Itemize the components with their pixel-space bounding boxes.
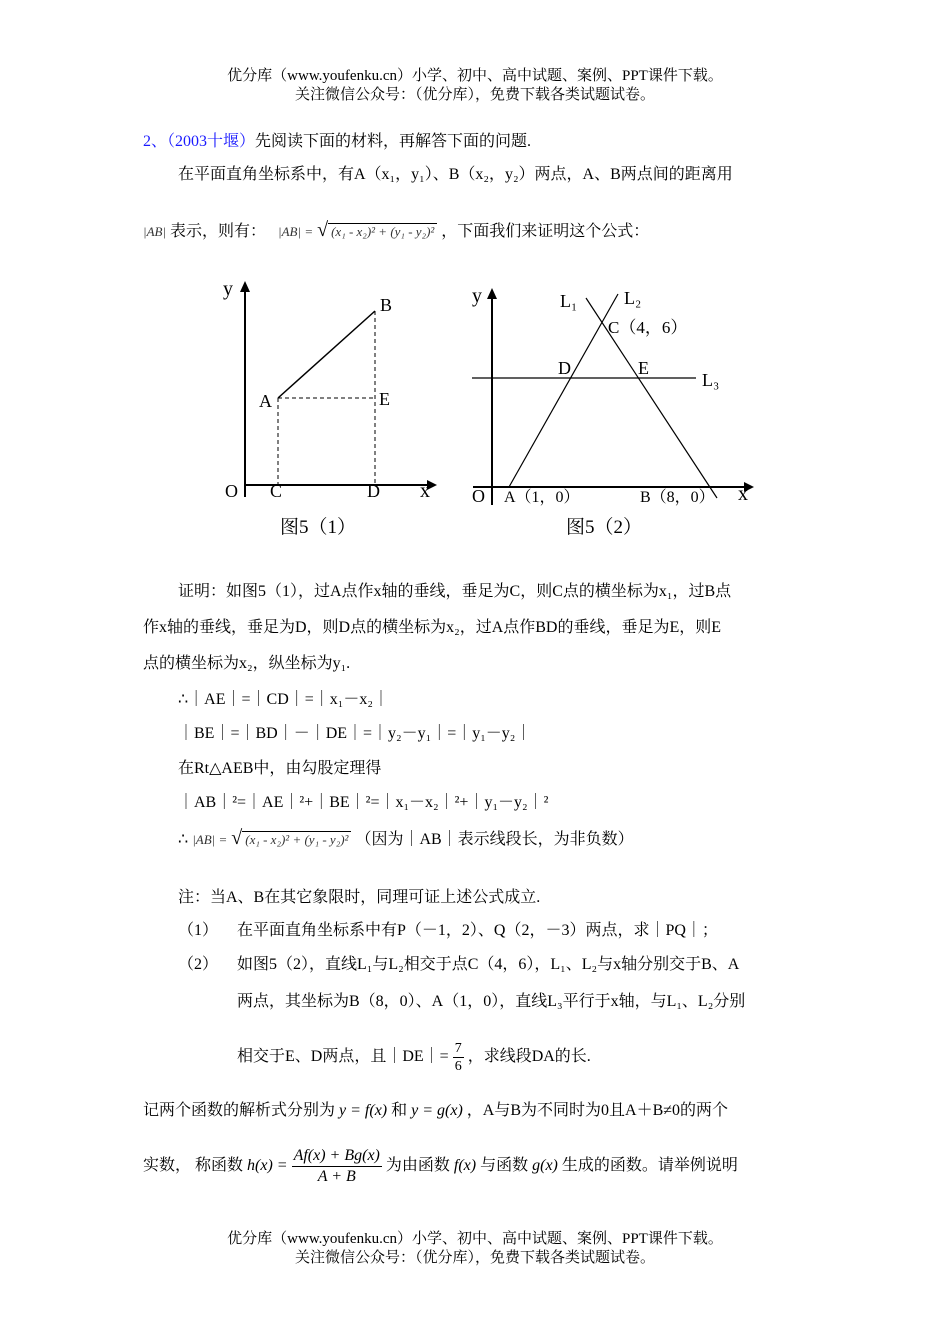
next-l2-b: 为由函数 xyxy=(385,1157,450,1175)
function-h: h(x) = xyxy=(247,1157,288,1175)
de-fraction-denominator: 6 xyxy=(454,1059,462,1074)
footer-line-2: 关注微信公众号：（优分库），免费下载各类试题试卷。 xyxy=(294,1250,655,1266)
next-l1-b: 和 xyxy=(391,1102,408,1119)
formula-radicand: (x₁ - x₂)² + (y₁ - y₂)² xyxy=(328,223,437,239)
therefore-symbol: ∴ xyxy=(178,831,189,848)
fig2-label-d: D xyxy=(558,358,571,378)
fig2-label-l3: L₃ xyxy=(702,370,720,390)
h-fraction-denominator: A + B xyxy=(317,1168,356,1185)
fig2-label-c: C（4，6） xyxy=(608,318,688,337)
question-2-number: （2） xyxy=(178,956,219,973)
proof-line-2: 作x轴的垂线，垂足为D，则D点的横坐标为x₂，过A点作BD的垂线，垂足为E，则E xyxy=(143,619,722,636)
proof-line-5: ｜BE｜=｜BD｜－｜DE｜=｜y₂－y₁｜=｜y₁－y₂｜ xyxy=(178,725,532,742)
next-line-2 xyxy=(143,1146,738,1187)
fig1-y-arrow xyxy=(240,281,250,292)
proof-line-7: ｜AB｜²=｜AE｜²+｜BE｜²=｜x₁－x₂｜²+｜y₁－y₂｜² xyxy=(178,794,549,811)
proof-line-1: 证明：如图5（1），过A点作x轴的垂线，垂足为C，则C点的横坐标为x₁，过B点 xyxy=(178,583,732,600)
proof-line-4: ∴｜AE｜=｜CD｜=｜x₁－x₂｜ xyxy=(178,691,389,708)
formula-lhs: |AB| = xyxy=(278,224,314,239)
de-fraction xyxy=(453,1040,464,1075)
question-2-line-2: 两点，其坐标为B（8，0）、A（1，0），直线L₃平行于x轴，与L₁、L₂分别 xyxy=(237,993,746,1010)
fig2-label-l1: L₁ xyxy=(560,291,578,311)
function-fx: f(x) xyxy=(453,1157,477,1175)
fig2-label-l2: L₂ xyxy=(624,288,642,308)
next-l2-a: 实数， 称函数 xyxy=(143,1157,244,1175)
problem-heading xyxy=(143,128,531,151)
fig1-label-a: A xyxy=(259,391,272,411)
h-fraction xyxy=(292,1146,382,1187)
para2-text-c: ，下面我们来证明这个公式： xyxy=(441,223,650,240)
question-1-number: （1） xyxy=(178,922,219,939)
header-line-2: 关注微信公众号：（优分库），免费下载各类试题试卷。 xyxy=(294,87,655,103)
proof-note: （因为｜AB｜表示线段长，为非负数） xyxy=(355,831,634,848)
para2-text-a: 表示，则有： xyxy=(170,223,267,240)
problem-number: 2、（2003十堰） xyxy=(143,133,256,150)
proof-line-6: 在Rt△AEB中，由勾股定理得 xyxy=(178,760,382,777)
proof-formula-radicand: (x₁ - x₂)² + (y₁ - y₂)² xyxy=(242,831,351,847)
sqrt-sign: √ xyxy=(317,219,329,241)
next-l1-a: 记两个函数的解析式分别为 xyxy=(143,1102,336,1119)
proof-line-3: 点的横坐标为x₂，纵坐标为y₁. xyxy=(143,655,351,672)
figure-1 xyxy=(215,275,445,545)
h-fraction-numerator: Af(x) + Bg(x) xyxy=(292,1146,382,1167)
question-2-line-3 xyxy=(237,1040,591,1075)
figure-2 xyxy=(468,280,768,545)
fig2-label-o: O xyxy=(472,486,485,506)
question-2-line-3a: 相交于E、D两点，且｜DE｜= xyxy=(237,1048,449,1066)
next-l2-d: 生成的函数。请举例说明 xyxy=(561,1157,738,1175)
fig1-label-c: C xyxy=(270,481,283,501)
fig1-segment-ab xyxy=(278,311,375,398)
fig2-y-arrow xyxy=(487,288,497,299)
fig1-label-e: E xyxy=(379,389,390,409)
fig2-label-e: E xyxy=(638,358,649,378)
fig2-caption: 图5（2） xyxy=(566,517,643,538)
footer-line-1: 优分库（www.youfenku.cn）小学、初中、高中试题、案例、PPT课件下载。 xyxy=(227,1231,723,1247)
question-2-line-1: 如图5（2），直线L₁与L₂相交于点C（4，6），L₁、L₂与x轴分别交于B、A xyxy=(237,956,740,973)
de-fraction-numerator: 7 xyxy=(454,1041,462,1056)
ab-notation: |AB| xyxy=(143,224,167,239)
next-line-1 xyxy=(143,1097,728,1120)
fig2-label-a: A（1，0） xyxy=(504,489,580,506)
fig2-label-x: x xyxy=(738,483,748,505)
question-2-line-3b: ，求线段DA的长. xyxy=(467,1048,591,1066)
problem-para2 xyxy=(143,218,649,242)
fig1-label-o: O xyxy=(225,481,238,501)
function-g: y = g(x) xyxy=(411,1102,463,1119)
fig2-label-y: y xyxy=(472,285,482,307)
function-gx: g(x) xyxy=(532,1157,558,1175)
fig1-caption: 图5（1） xyxy=(280,517,357,538)
header-line-1: 优分库（www.youfenku.cn）小学、初中、高中试题、案例、PPT课件下载。 xyxy=(227,68,723,84)
proof-line-8 xyxy=(178,826,634,850)
next-l2-c: 与函数 xyxy=(480,1157,529,1175)
fig1-label-b: B xyxy=(380,295,393,315)
fig1-label-y: y xyxy=(223,278,233,300)
function-f: y = f(x) xyxy=(339,1102,388,1119)
problem-intro: 先阅读下面的材料，再解答下面的问题. xyxy=(255,133,532,150)
proof-sqrt-sign: √ xyxy=(231,827,243,849)
fig2-label-b: B（8，0） xyxy=(640,489,715,506)
question-1-text: 在平面直角坐标系中有P（－1，2）、Q（2，－3）两点，求｜PQ｜； xyxy=(237,922,718,939)
fig1-label-x: x xyxy=(420,480,430,502)
problem-para1: 在平面直角坐标系中，有A（x₁，y₁）、B（x₂，y₂）两点，A、B两点间的距离用 xyxy=(178,166,733,183)
proof-formula-lhs: |AB| = xyxy=(192,832,228,847)
next-l1-c: ，A与B为不同时为0且A＋B≠0的两个 xyxy=(466,1102,729,1119)
note-text: 注：当A、B在其它象限时，同理可证上述公式成立. xyxy=(178,889,541,906)
fig1-label-d: D xyxy=(367,481,380,501)
